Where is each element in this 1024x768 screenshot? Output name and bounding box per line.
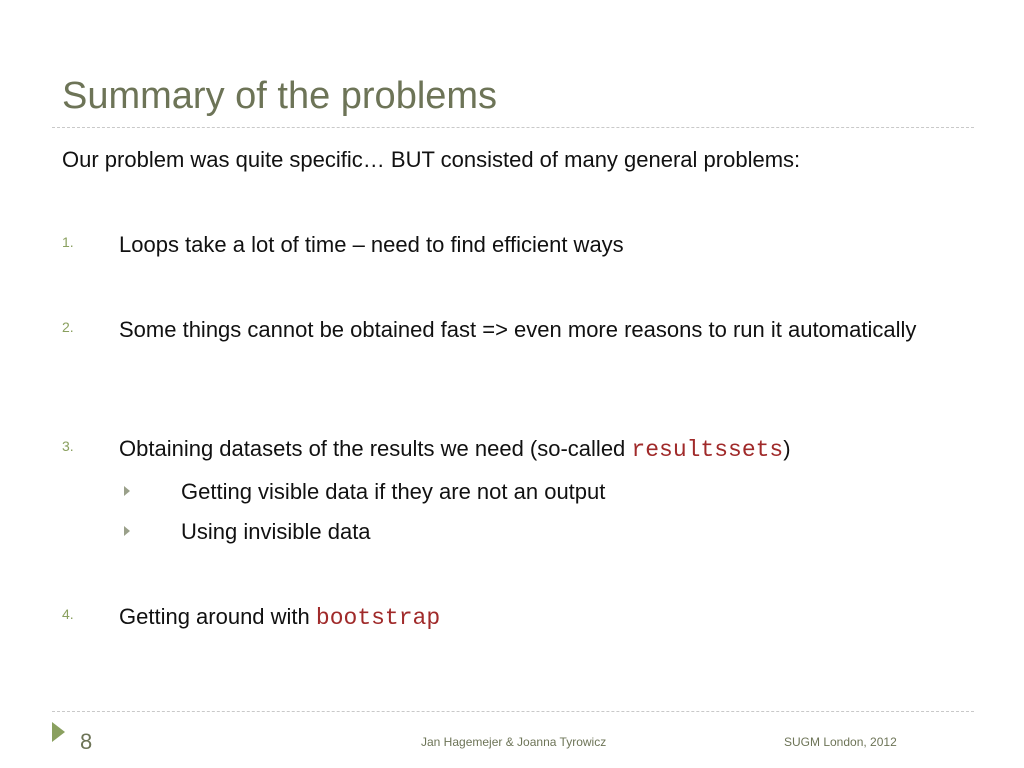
list-number: 1.	[62, 234, 74, 250]
list-item-text: Some things cannot be obtained fast => even more reasons to run it automatically	[119, 317, 917, 342]
list-item-text: Loops take a lot of time – need to find efficient ways	[119, 232, 624, 257]
intro-text: Our problem was quite specific… BUT consisted of many general problems:	[62, 147, 801, 172]
triangle-marker-icon	[52, 722, 65, 742]
triangle-bullet-icon	[124, 486, 130, 496]
list-item-text-after: )	[783, 436, 791, 461]
sub-item-2	[124, 515, 884, 549]
footer-divider	[52, 711, 974, 712]
code-resultssets: resultssets	[631, 437, 784, 463]
sub-item-1	[124, 475, 884, 509]
slide-title: Summary of the problems	[62, 75, 498, 117]
triangle-bullet-icon	[124, 526, 130, 536]
sub-item-text: Getting visible data if they are not an output	[181, 479, 606, 504]
footer-authors: Jan Hagemejer & Joanna Tyrowicz	[421, 735, 607, 749]
page-number: 8	[80, 729, 93, 754]
list-number: 3.	[62, 438, 74, 454]
list-item-text	[119, 432, 939, 467]
list-item-text	[119, 600, 939, 635]
list-item-text-before: Getting around with	[119, 604, 316, 629]
sub-item-text: Using invisible data	[181, 519, 371, 544]
list-number: 2.	[62, 319, 74, 335]
title-divider	[52, 127, 974, 128]
list-number: 4.	[62, 606, 74, 622]
footer-event: SUGM London, 2012	[784, 735, 897, 749]
code-bootstrap: bootstrap	[315, 605, 441, 631]
list-item-text-before: Obtaining datasets of the results we need (so-called	[119, 436, 632, 461]
